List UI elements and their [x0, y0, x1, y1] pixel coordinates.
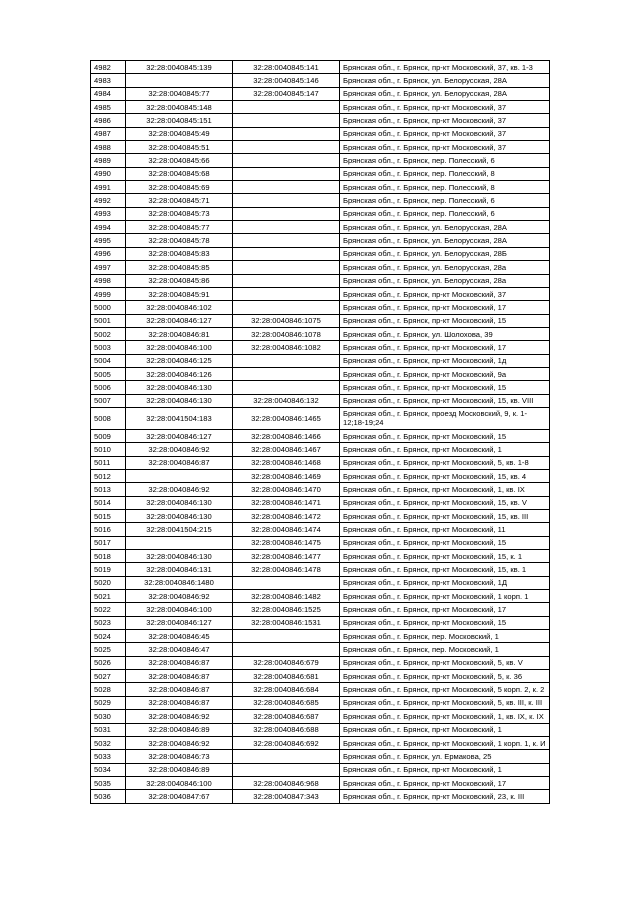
- building-cadastral-number-cell: 32:28:0040846:684: [233, 683, 340, 696]
- parcel-cadastral-number-cell: 32:28:0040845:68: [126, 167, 233, 180]
- address-cell: Брянская обл., г. Брянск, пр-кт Московский, 15: [340, 616, 550, 629]
- row-number-cell: 4982: [91, 61, 126, 74]
- row-number-cell: 5018: [91, 550, 126, 563]
- parcel-cadastral-number-cell: 32:28:0040847:67: [126, 790, 233, 803]
- row-number-cell: 5014: [91, 496, 126, 509]
- address-cell: Брянская обл., г. Брянск, пр-кт Московский, 37: [340, 141, 550, 154]
- building-cadastral-number-cell: [233, 301, 340, 314]
- parcel-cadastral-number-cell: 32:28:0040846:73: [126, 750, 233, 763]
- building-cadastral-number-cell: [233, 154, 340, 167]
- table-row: [91, 154, 550, 167]
- address-cell: Брянская обл., г. Брянск, ул. Белорусская, 28А: [340, 234, 550, 247]
- table-row: [91, 261, 550, 274]
- address-cell: Брянская обл., г. Брянск, пр-кт Московский, 15: [340, 381, 550, 394]
- table-row: [91, 656, 550, 669]
- table-row: [91, 670, 550, 683]
- table-row: [91, 341, 550, 354]
- parcel-cadastral-number-cell: 32:28:0040845:66: [126, 154, 233, 167]
- building-cadastral-number-cell: 32:28:0040846:1468: [233, 456, 340, 469]
- building-cadastral-number-cell: [233, 287, 340, 300]
- address-cell: Брянская обл., г. Брянск, пр-кт Московский, 37, кв. 1-3: [340, 61, 550, 74]
- table-row: [91, 141, 550, 154]
- row-number-cell: 5023: [91, 616, 126, 629]
- row-number-cell: 5034: [91, 763, 126, 776]
- table-row: [91, 643, 550, 656]
- table-row: [91, 630, 550, 643]
- row-number-cell: 5000: [91, 301, 126, 314]
- parcel-cadastral-number-cell: 32:28:0040845:51: [126, 141, 233, 154]
- address-cell: Брянская обл., г. Брянск, пр-кт Московский, 15, кв. 1: [340, 563, 550, 576]
- address-cell: Брянская обл., г. Брянск, ул. Белорусская, 28А: [340, 87, 550, 100]
- building-cadastral-number-cell: 32:28:0040846:1531: [233, 616, 340, 629]
- building-cadastral-number-cell: [233, 274, 340, 287]
- building-cadastral-number-cell: 32:28:0040846:1466: [233, 429, 340, 442]
- parcel-cadastral-number-cell: 32:28:0040846:87: [126, 683, 233, 696]
- building-cadastral-number-cell: [233, 114, 340, 127]
- row-number-cell: 5025: [91, 643, 126, 656]
- parcel-cadastral-number-cell: 32:28:0040845:83: [126, 247, 233, 260]
- address-cell: Брянская обл., г. Брянск, ул. Шолохова, 39: [340, 327, 550, 340]
- table-row: [91, 510, 550, 523]
- address-cell: Брянская обл., г. Брянск, пр-кт Московский, 5, кв. III, к. III: [340, 696, 550, 709]
- address-cell: Брянская обл., г. Брянск, пр-кт Московский, 15: [340, 536, 550, 549]
- parcel-cadastral-number-cell: 32:28:0040845:71: [126, 194, 233, 207]
- building-cadastral-number-cell: [233, 261, 340, 274]
- parcel-cadastral-number-cell: 32:28:0040845:139: [126, 61, 233, 74]
- building-cadastral-number-cell: 32:28:0040845:141: [233, 61, 340, 74]
- table-row: [91, 696, 550, 709]
- row-number-cell: 5030: [91, 710, 126, 723]
- parcel-cadastral-number-cell: 32:28:0040845:151: [126, 114, 233, 127]
- row-number-cell: 5002: [91, 327, 126, 340]
- address-cell: Брянская обл., г. Брянск, пр-кт Московский, 1: [340, 443, 550, 456]
- address-cell: Брянская обл., г. Брянск, пр-кт Московский, 15: [340, 429, 550, 442]
- building-cadastral-number-cell: [233, 367, 340, 380]
- row-number-cell: 5003: [91, 341, 126, 354]
- address-cell: Брянская обл., г. Брянск, пер. Полесский, 6: [340, 194, 550, 207]
- address-cell: Брянская обл., г. Брянск, пр-кт Московский, 37: [340, 287, 550, 300]
- parcel-cadastral-number-cell: 32:28:0040846:125: [126, 354, 233, 367]
- table-row: [91, 576, 550, 589]
- row-number-cell: 5016: [91, 523, 126, 536]
- address-cell: Брянская обл., г. Брянск, пр-кт Московский, 15: [340, 314, 550, 327]
- row-number-cell: 4994: [91, 221, 126, 234]
- building-cadastral-number-cell: [233, 221, 340, 234]
- row-number-cell: 5007: [91, 394, 126, 407]
- parcel-cadastral-number-cell: 32:28:0040846:81: [126, 327, 233, 340]
- address-cell: Брянская обл., г. Брянск, ул. Белорусская, 28Б: [340, 247, 550, 260]
- table-row: [91, 736, 550, 749]
- building-cadastral-number-cell: [233, 750, 340, 763]
- address-cell: Брянская обл., г. Брянск, пр-кт Московский, 17: [340, 603, 550, 616]
- table-row: [91, 763, 550, 776]
- address-cell: Брянская обл., г. Брянск, пр-кт Московский, 5, кв. 1-8: [340, 456, 550, 469]
- table-row: [91, 87, 550, 100]
- table-row: [91, 603, 550, 616]
- row-number-cell: 4984: [91, 87, 126, 100]
- parcel-cadastral-number-cell: 32:28:0040846:100: [126, 776, 233, 789]
- address-cell: Брянская обл., г. Брянск, пр-кт Московский, 17: [340, 301, 550, 314]
- parcel-cadastral-number-cell: [126, 536, 233, 549]
- building-cadastral-number-cell: 32:28:0040846:1482: [233, 590, 340, 603]
- address-cell: Брянская обл., г. Брянск, пр-кт Московский, 1: [340, 723, 550, 736]
- parcel-cadastral-number-cell: [126, 74, 233, 87]
- address-cell: Брянская обл., г. Брянск, пр-кт Московский, 17: [340, 776, 550, 789]
- row-number-cell: 5035: [91, 776, 126, 789]
- table-row: [91, 590, 550, 603]
- parcel-cadastral-number-cell: 32:28:0040846:92: [126, 483, 233, 496]
- parcel-cadastral-number-cell: 32:28:0041504:215: [126, 523, 233, 536]
- address-cell: Брянская обл., г. Брянск, пр-кт Московский, 5, кв. V: [340, 656, 550, 669]
- row-number-cell: 5005: [91, 367, 126, 380]
- row-number-cell: 4993: [91, 207, 126, 220]
- table-row: [91, 327, 550, 340]
- building-cadastral-number-cell: 32:28:0040846:1078: [233, 327, 340, 340]
- row-number-cell: 4997: [91, 261, 126, 274]
- table-row: [91, 61, 550, 74]
- table-row: [91, 194, 550, 207]
- table-row: [91, 469, 550, 482]
- building-cadastral-number-cell: [233, 630, 340, 643]
- address-cell: Брянская обл., г. Брянск, пер. Московский, 1: [340, 630, 550, 643]
- parcel-cadastral-number-cell: 32:28:0040846:92: [126, 590, 233, 603]
- row-number-cell: 4983: [91, 74, 126, 87]
- parcel-cadastral-number-cell: 32:28:0040846:130: [126, 510, 233, 523]
- address-cell: Брянская обл., г. Брянск, пр-кт Московский, 15, кв. 4: [340, 469, 550, 482]
- address-cell: Брянская обл., г. Брянск, пр-кт Московский, 15, к. 1: [340, 550, 550, 563]
- address-cell: Брянская обл., г. Брянск, проезд Московский, 9, к. 1-12;18-19;24: [340, 407, 550, 429]
- building-cadastral-number-cell: 32:28:0040846:1467: [233, 443, 340, 456]
- table-row: [91, 314, 550, 327]
- parcel-cadastral-number-cell: 32:28:0040846:87: [126, 456, 233, 469]
- building-cadastral-number-cell: 32:28:0040845:147: [233, 87, 340, 100]
- table-row: [91, 790, 550, 803]
- table-row: [91, 776, 550, 789]
- table-row: [91, 496, 550, 509]
- parcel-cadastral-number-cell: 32:28:0040845:78: [126, 234, 233, 247]
- parcel-cadastral-number-cell: 32:28:0040846:92: [126, 443, 233, 456]
- row-number-cell: 5009: [91, 429, 126, 442]
- parcel-cadastral-number-cell: 32:28:0040846:92: [126, 736, 233, 749]
- parcel-cadastral-number-cell: 32:28:0040846:130: [126, 496, 233, 509]
- table-row: [91, 207, 550, 220]
- row-number-cell: 5001: [91, 314, 126, 327]
- row-number-cell: 5010: [91, 443, 126, 456]
- address-cell: Брянская обл., г. Брянск, пр-кт Московский, 37: [340, 101, 550, 114]
- row-number-cell: 5015: [91, 510, 126, 523]
- address-cell: Брянская обл., г. Брянск, пр-кт Московский, 15, кв. III: [340, 510, 550, 523]
- parcel-cadastral-number-cell: 32:28:0040846:130: [126, 381, 233, 394]
- row-number-cell: 4998: [91, 274, 126, 287]
- building-cadastral-number-cell: 32:28:0040846:692: [233, 736, 340, 749]
- table-row: [91, 367, 550, 380]
- building-cadastral-number-cell: 32:28:0040847:343: [233, 790, 340, 803]
- row-number-cell: 5036: [91, 790, 126, 803]
- table-row: [91, 354, 550, 367]
- address-cell: Брянская обл., г. Брянск, ул. Белорусская, 28а: [340, 261, 550, 274]
- address-cell: Брянская обл., г. Брянск, пр-кт Московский, 17: [340, 341, 550, 354]
- address-cell: Брянская обл., г. Брянск, пр-кт Московский, 1, кв. IX, к. IX: [340, 710, 550, 723]
- parcel-cadastral-number-cell: 32:28:0040845:77: [126, 87, 233, 100]
- parcel-cadastral-number-cell: 32:28:0040846:100: [126, 341, 233, 354]
- row-number-cell: 4988: [91, 141, 126, 154]
- parcel-cadastral-number-cell: 32:28:0040846:127: [126, 616, 233, 629]
- row-number-cell: 5033: [91, 750, 126, 763]
- address-cell: Брянская обл., г. Брянск, ул. Белорусская, 28а: [340, 274, 550, 287]
- row-number-cell: 5026: [91, 656, 126, 669]
- parcel-cadastral-number-cell: 32:28:0040846:45: [126, 630, 233, 643]
- parcel-cadastral-number-cell: 32:28:0040846:89: [126, 723, 233, 736]
- row-number-cell: 5028: [91, 683, 126, 696]
- parcel-cadastral-number-cell: 32:28:0040846:87: [126, 670, 233, 683]
- address-cell: Брянская обл., г. Брянск, пр-кт Московский, 37: [340, 127, 550, 140]
- table-row: [91, 101, 550, 114]
- row-number-cell: 4995: [91, 234, 126, 247]
- table-row: [91, 723, 550, 736]
- building-cadastral-number-cell: 32:28:0040846:132: [233, 394, 340, 407]
- building-cadastral-number-cell: [233, 141, 340, 154]
- building-cadastral-number-cell: [233, 354, 340, 367]
- table-row: [91, 114, 550, 127]
- parcel-cadastral-number-cell: 32:28:0040846:127: [126, 429, 233, 442]
- table-row: [91, 750, 550, 763]
- row-number-cell: 5031: [91, 723, 126, 736]
- table-row: [91, 683, 550, 696]
- parcel-cadastral-number-cell: 32:28:0040846:130: [126, 394, 233, 407]
- address-cell: Брянская обл., г. Брянск, ул. Ермакова, 25: [340, 750, 550, 763]
- row-number-cell: 5021: [91, 590, 126, 603]
- address-cell: Брянская обл., г. Брянск, пр-кт Московский, 1д: [340, 354, 550, 367]
- parcel-cadastral-number-cell: 32:28:0040845:86: [126, 274, 233, 287]
- address-cell: Брянская обл., г. Брянск, пр-кт Московский, 15, кв. V: [340, 496, 550, 509]
- parcel-cadastral-number-cell: 32:28:0040846:126: [126, 367, 233, 380]
- table-row: [91, 301, 550, 314]
- table-row: [91, 616, 550, 629]
- table-row: [91, 563, 550, 576]
- building-cadastral-number-cell: 32:28:0040846:681: [233, 670, 340, 683]
- table-row: [91, 710, 550, 723]
- row-number-cell: 5012: [91, 469, 126, 482]
- row-number-cell: 5004: [91, 354, 126, 367]
- building-cadastral-number-cell: 32:28:0040846:1082: [233, 341, 340, 354]
- building-cadastral-number-cell: 32:28:0040846:679: [233, 656, 340, 669]
- parcel-cadastral-number-cell: 32:28:0040845:148: [126, 101, 233, 114]
- building-cadastral-number-cell: [233, 643, 340, 656]
- building-cadastral-number-cell: 32:28:0040846:1525: [233, 603, 340, 616]
- building-cadastral-number-cell: 32:28:0040846:1471: [233, 496, 340, 509]
- table-row: [91, 234, 550, 247]
- row-number-cell: 5027: [91, 670, 126, 683]
- parcel-cadastral-number-cell: 32:28:0041504:183: [126, 407, 233, 429]
- building-cadastral-number-cell: 32:28:0040846:1469: [233, 469, 340, 482]
- row-number-cell: 4991: [91, 181, 126, 194]
- building-cadastral-number-cell: 32:28:0040846:1465: [233, 407, 340, 429]
- building-cadastral-number-cell: 32:28:0040846:687: [233, 710, 340, 723]
- row-number-cell: 4990: [91, 167, 126, 180]
- row-number-cell: 5022: [91, 603, 126, 616]
- address-cell: Брянская обл., г. Брянск, пр-кт Московский, 5, к. 36: [340, 670, 550, 683]
- address-cell: Брянская обл., г. Брянск, пер. Московский, 1: [340, 643, 550, 656]
- address-cell: Брянская обл., г. Брянск, ул. Белорусская, 28А: [340, 221, 550, 234]
- address-cell: Брянская обл., г. Брянск, пр-кт Московский, 11: [340, 523, 550, 536]
- row-number-cell: 4986: [91, 114, 126, 127]
- parcel-cadastral-number-cell: 32:28:0040846:89: [126, 763, 233, 776]
- row-number-cell: 5013: [91, 483, 126, 496]
- building-cadastral-number-cell: [233, 127, 340, 140]
- row-number-cell: 5008: [91, 407, 126, 429]
- address-cell: Брянская обл., г. Брянск, ул. Белорусская, 28А: [340, 74, 550, 87]
- row-number-cell: 5029: [91, 696, 126, 709]
- row-number-cell: 5024: [91, 630, 126, 643]
- building-cadastral-number-cell: [233, 763, 340, 776]
- parcel-cadastral-number-cell: 32:28:0040845:91: [126, 287, 233, 300]
- row-number-cell: 5017: [91, 536, 126, 549]
- row-number-cell: 4987: [91, 127, 126, 140]
- cadastral-table: [90, 60, 550, 804]
- address-cell: Брянская обл., г. Брянск, пр-кт Московский, 1 корп. 1: [340, 590, 550, 603]
- address-cell: Брянская обл., г. Брянск, пр-кт Московский, 5 корп. 2, к. 2: [340, 683, 550, 696]
- table-row: [91, 394, 550, 407]
- address-cell: Брянская обл., г. Брянск, пр-кт Московский, 15, кв. VIII: [340, 394, 550, 407]
- address-cell: Брянская обл., г. Брянск, пр-кт Московский, 1Д: [340, 576, 550, 589]
- parcel-cadastral-number-cell: [126, 469, 233, 482]
- table-row: [91, 181, 550, 194]
- parcel-cadastral-number-cell: 32:28:0040846:87: [126, 696, 233, 709]
- address-cell: Брянская обл., г. Брянск, пр-кт Московский, 9а: [340, 367, 550, 380]
- row-number-cell: 4985: [91, 101, 126, 114]
- table-row: [91, 456, 550, 469]
- building-cadastral-number-cell: 32:28:0040846:1477: [233, 550, 340, 563]
- parcel-cadastral-number-cell: 32:28:0040845:69: [126, 181, 233, 194]
- table-row: [91, 523, 550, 536]
- parcel-cadastral-number-cell: 32:28:0040845:49: [126, 127, 233, 140]
- building-cadastral-number-cell: 32:28:0040846:1478: [233, 563, 340, 576]
- row-number-cell: 5011: [91, 456, 126, 469]
- building-cadastral-number-cell: [233, 101, 340, 114]
- building-cadastral-number-cell: [233, 167, 340, 180]
- parcel-cadastral-number-cell: 32:28:0040846:127: [126, 314, 233, 327]
- table-row: [91, 274, 550, 287]
- building-cadastral-number-cell: 32:28:0040846:1472: [233, 510, 340, 523]
- table-row: [91, 167, 550, 180]
- address-cell: Брянская обл., г. Брянск, пр-кт Московский, 1 корп. 1, к. И: [340, 736, 550, 749]
- row-number-cell: 4989: [91, 154, 126, 167]
- table-row: [91, 429, 550, 442]
- table-row: [91, 483, 550, 496]
- table-body: [91, 61, 550, 804]
- parcel-cadastral-number-cell: 32:28:0040845:73: [126, 207, 233, 220]
- row-number-cell: 4999: [91, 287, 126, 300]
- building-cadastral-number-cell: 32:28:0040846:1475: [233, 536, 340, 549]
- parcel-cadastral-number-cell: 32:28:0040846:92: [126, 710, 233, 723]
- parcel-cadastral-number-cell: 32:28:0040846:130: [126, 550, 233, 563]
- address-cell: Брянская обл., г. Брянск, пер. Полесский, 6: [340, 154, 550, 167]
- building-cadastral-number-cell: 32:28:0040845:146: [233, 74, 340, 87]
- building-cadastral-number-cell: [233, 381, 340, 394]
- building-cadastral-number-cell: 32:28:0040846:1075: [233, 314, 340, 327]
- building-cadastral-number-cell: [233, 194, 340, 207]
- address-cell: Брянская обл., г. Брянск, пр-кт Московский, 1: [340, 763, 550, 776]
- row-number-cell: 5032: [91, 736, 126, 749]
- address-cell: Брянская обл., г. Брянск, пер. Полесский, 8: [340, 181, 550, 194]
- building-cadastral-number-cell: [233, 207, 340, 220]
- address-cell: Брянская обл., г. Брянск, пр-кт Московский, 1, кв. IX: [340, 483, 550, 496]
- row-number-cell: 5006: [91, 381, 126, 394]
- table-row: [91, 74, 550, 87]
- row-number-cell: 5019: [91, 563, 126, 576]
- parcel-cadastral-number-cell: 32:28:0040846:131: [126, 563, 233, 576]
- row-number-cell: 5020: [91, 576, 126, 589]
- building-cadastral-number-cell: 32:28:0040846:968: [233, 776, 340, 789]
- table-row: [91, 287, 550, 300]
- building-cadastral-number-cell: [233, 181, 340, 194]
- parcel-cadastral-number-cell: 32:28:0040846:87: [126, 656, 233, 669]
- row-number-cell: 4992: [91, 194, 126, 207]
- parcel-cadastral-number-cell: 32:28:0040846:47: [126, 643, 233, 656]
- parcel-cadastral-number-cell: 32:28:0040845:77: [126, 221, 233, 234]
- building-cadastral-number-cell: 32:28:0040846:685: [233, 696, 340, 709]
- row-number-cell: 4996: [91, 247, 126, 260]
- address-cell: Брянская обл., г. Брянск, пр-кт Московский, 37: [340, 114, 550, 127]
- table-row: [91, 550, 550, 563]
- parcel-cadastral-number-cell: 32:28:0040846:1480: [126, 576, 233, 589]
- building-cadastral-number-cell: 32:28:0040846:1474: [233, 523, 340, 536]
- table-row: [91, 536, 550, 549]
- building-cadastral-number-cell: [233, 576, 340, 589]
- parcel-cadastral-number-cell: 32:28:0040845:85: [126, 261, 233, 274]
- table-row: [91, 247, 550, 260]
- table-row: [91, 381, 550, 394]
- building-cadastral-number-cell: [233, 247, 340, 260]
- table-row: [91, 221, 550, 234]
- table-row: [91, 127, 550, 140]
- address-cell: Брянская обл., г. Брянск, пер. Полесский, 8: [340, 167, 550, 180]
- address-cell: Брянская обл., г. Брянск, пр-кт Московский, 23, к. III: [340, 790, 550, 803]
- address-cell: Брянская обл., г. Брянск, пер. Полесский, 6: [340, 207, 550, 220]
- building-cadastral-number-cell: 32:28:0040846:1470: [233, 483, 340, 496]
- building-cadastral-number-cell: 32:28:0040846:688: [233, 723, 340, 736]
- parcel-cadastral-number-cell: 32:28:0040846:102: [126, 301, 233, 314]
- table-row: [91, 407, 550, 429]
- building-cadastral-number-cell: [233, 234, 340, 247]
- parcel-cadastral-number-cell: 32:28:0040846:100: [126, 603, 233, 616]
- table-row: [91, 443, 550, 456]
